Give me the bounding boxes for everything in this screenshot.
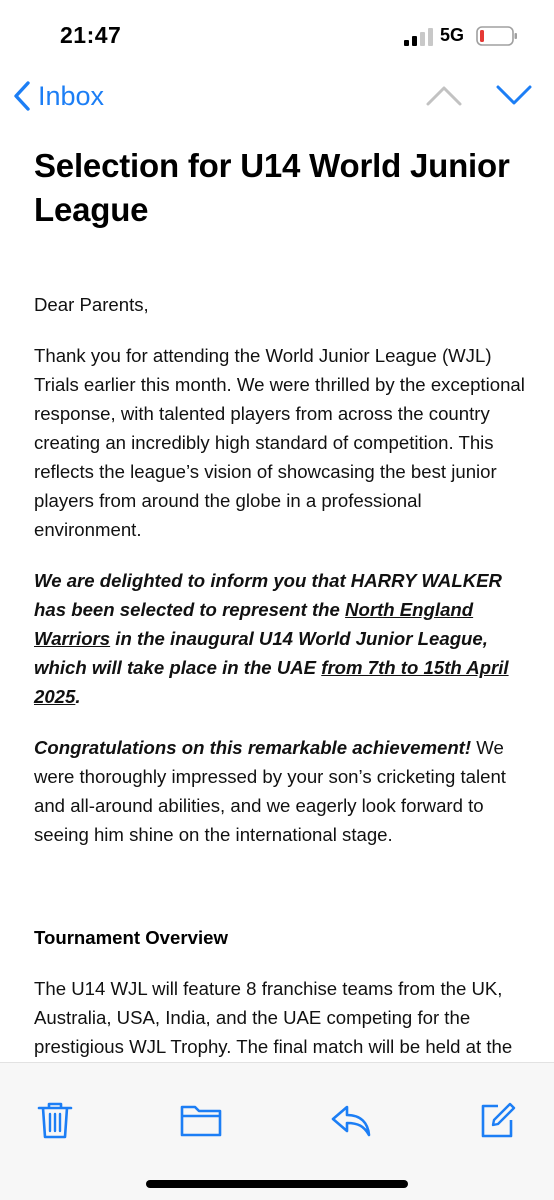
email-paragraph-3 (34, 733, 526, 849)
email-content (34, 130, 526, 1058)
email-greeting: Dear Parents, (34, 294, 149, 315)
email-paragraph-1: Thank you for attending the World Junior League (WJL) Trials earlier this month. We were thrilled by the exceptional response, with talented players from across the country creating an incredibly high standard of competition. This reflects the league’s vision of showcasing the best junior players from around the globe in a professional environment. (34, 345, 525, 540)
status-time: 21:47 (60, 22, 122, 48)
chevron-left-icon (12, 80, 32, 112)
para3-bold: Congratulations on this remarkable achievement! (34, 737, 472, 758)
team-name-link[interactable]: North England Warriors (34, 599, 474, 649)
para2-part2: in the inaugural U14 World Junior League, which will take place in the UAE (34, 628, 488, 678)
dates-link[interactable]: from 7th to 15th April 2025 (34, 657, 509, 707)
chevron-down-icon[interactable] (494, 82, 534, 108)
email-paragraph-4: The U14 WJL will feature 8 franchise teams from the UK, Australia, USA, India, and the UAE competing for the prestigious WJL Trophy. The final match will be held at the (34, 978, 513, 1057)
folder-icon[interactable] (178, 1099, 224, 1141)
compose-icon[interactable] (476, 1099, 518, 1141)
para2-part1: We are delighted to inform you that HARRY WALKER has been selected to represent the (34, 570, 502, 620)
network-label: 5G (440, 25, 465, 45)
back-button[interactable] (12, 76, 104, 116)
signal-icon (404, 28, 434, 46)
trash-icon[interactable] (34, 1099, 76, 1141)
back-label: Inbox (38, 80, 105, 111)
para3-rest: We were thoroughly impressed by your son’s cricketing talent and all-around abilities, and we eagerly look forward to seeing him shine on the international stage. (34, 737, 506, 845)
status-bar (0, 0, 554, 64)
para2-part3: . (75, 686, 81, 707)
reply-icon[interactable] (328, 1099, 374, 1141)
chevron-up-icon[interactable] (424, 82, 464, 108)
nav-bar (0, 64, 554, 128)
email-paragraph-2 (34, 566, 526, 711)
section-title: Tournament Overview (34, 927, 228, 948)
home-indicator (146, 1180, 408, 1188)
email-subject: Selection for U14 World Junior League (34, 147, 510, 228)
battery-icon (476, 26, 518, 46)
